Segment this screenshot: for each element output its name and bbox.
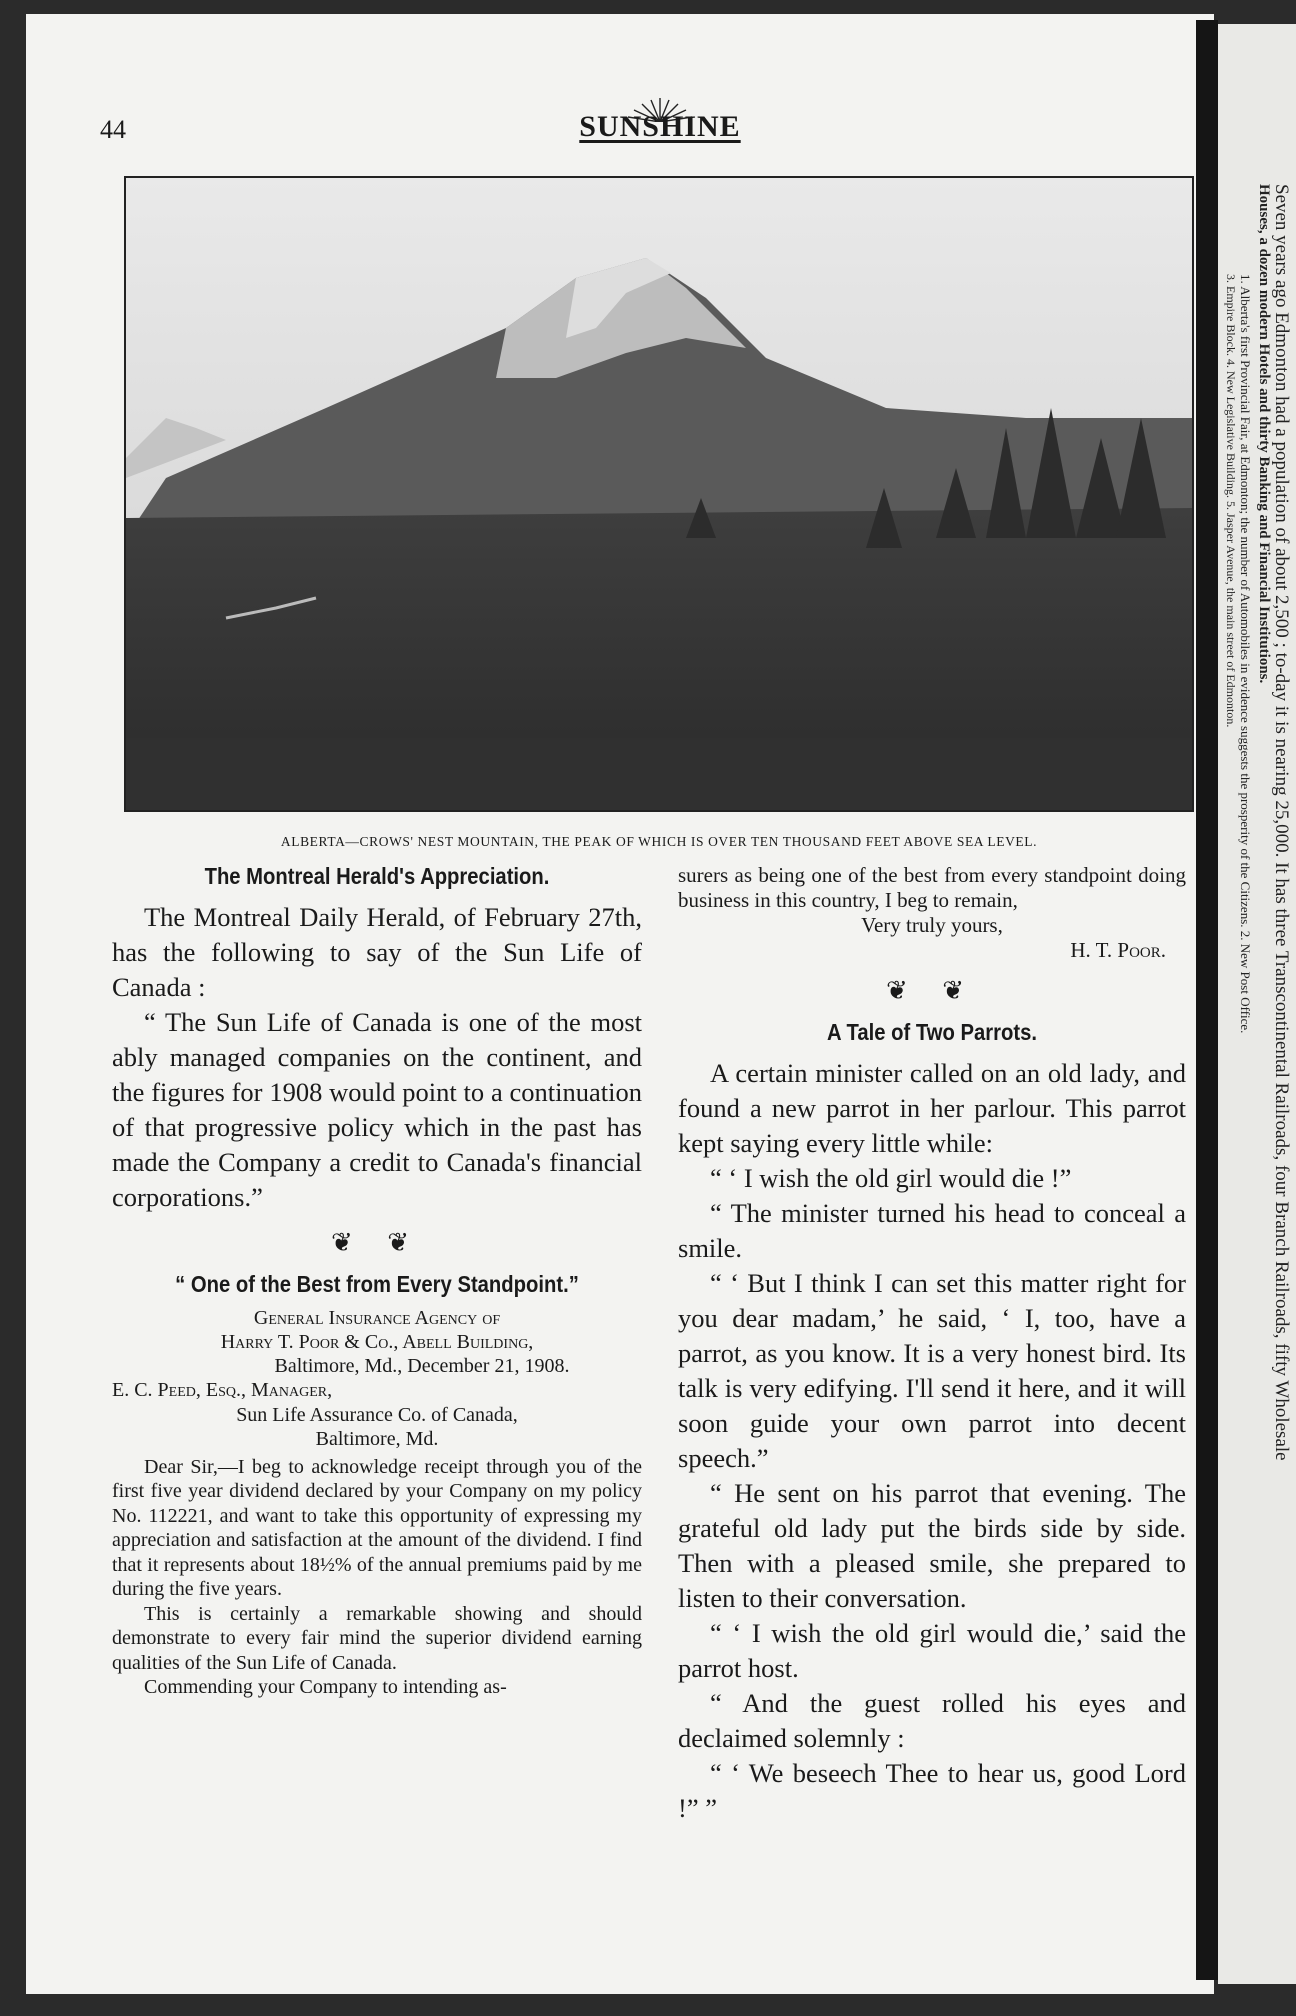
leaf-ornament-icon: ❦ ❦	[885, 975, 979, 1005]
letterhead-line-2: Harry T. Poor & Co., Abell Building,	[220, 1331, 534, 1353]
letter-paragraph-1: Dear Sir,—I beg to acknowledge receipt through you of the first five year dividend declared by your Company on my policy No. 112221, and want to take this opportunity of expressing my appreciation and satisfaction at the amount of the dividend. I find that it represents about 18½% of the annual premiums paid by me during the five years.	[112, 1455, 642, 1600]
parrots-paragraph-7: “ And the guest rolled his eyes and declaimed solemnly :	[678, 1687, 1186, 1753]
page-number: 44	[100, 115, 126, 144]
letterhead-line-1: General Insurance Agency of	[253, 1307, 501, 1329]
parrots-paragraph-3: “ The minister turned his head to conceal a smile.	[678, 1197, 1186, 1263]
herald-quote-paragraph: “ The Sun Life of Canada is one of the most ably managed companies on the continent, and the figures for 1908 would point to a continuation of that progressive policy which in the past has made the Company a credit to Canada's financial corporations.”	[112, 1007, 642, 1212]
mountain-photo	[124, 176, 1194, 812]
letter-paragraph-3: Commending your Company to intending as-	[144, 1676, 507, 1698]
parrots-paragraph-5: “ He sent on his parrot that evening. The grateful old lady put the birds side by side. Then with a pleased smile, she prepared to listen to their conversation.	[678, 1477, 1186, 1613]
adjacent-page-line-3: 1. Alberta's first Provincial Fair, at Edmonton; the number of Automobiles in evidence suggests the prosperity of the Citizens. 2. New Post Office.	[1238, 274, 1253, 1034]
heading-tale-of-two-parrots: A Tale of Two Parrots.	[827, 1018, 1037, 1045]
adjacent-page	[1218, 24, 1296, 1984]
herald-intro-paragraph: The Montreal Daily Herald, of February 27th, has the following to say of the Sun Life of Canada :	[112, 902, 642, 1002]
recipient-line-1: E. C. Peed, Esq., Manager,	[112, 1379, 333, 1401]
parrots-paragraph-8: “ ‘ We beseech Thee to hear us, good Lord !” ”	[678, 1757, 1186, 1823]
letter-closing: Very truly yours,	[861, 913, 1003, 937]
mountain-landscape-image	[126, 178, 1192, 810]
masthead-title: SUNSHINE	[579, 110, 741, 143]
parrots-paragraph-6: “ ‘ I wish the old girl would die,’ said the parrot host.	[678, 1617, 1186, 1683]
heading-best-from-every-standpoint: “ One of the Best from Every Standpoint.”	[175, 1271, 579, 1297]
adjacent-page-line-4: 3. Empire Block. 4. New Legislative Building. 5. Jasper Avenue, the main street of Edmonton.	[1224, 274, 1238, 728]
adjacent-page-line-2: Houses, a dozen modern Hotels and thirty Banking and Financial Institutions.	[1256, 184, 1272, 684]
recipient-line-3: Baltimore, Md.	[315, 1427, 439, 1450]
letter-continuation: surers as being one of the best from every standpoint doing business in this country, I beg to remain,	[678, 863, 1186, 912]
binding-spine	[1196, 20, 1218, 1980]
heading-montreal-herald: The Montreal Herald's Appreciation.	[204, 863, 550, 889]
letter-signature: H. T. Poor.	[1070, 938, 1166, 962]
recipient-line-2: Sun Life Assurance Co. of Canada,	[236, 1403, 518, 1426]
parrots-paragraph-2: “ ‘ I wish the old girl would die !”	[710, 1162, 1072, 1193]
letterhead-date: Baltimore, Md., December 21, 1908.	[274, 1355, 570, 1377]
parrots-paragraph-4: “ ‘ But I think I can set this matter right for you dear madam,’ he said, ‘ I, too, have a parrot, as you know. It is a very honest bird. Its talk is very edifying. I'll send it here, and it will soon guide your own parrot into decent speech.”	[678, 1267, 1186, 1473]
right-column	[678, 863, 1186, 1826]
adjacent-page-line-1: Seven years ago Edmonton had a population of about 2,500 ; to-day it is nearing 25,000. It has three Transcontinental Railroads, four Branch Railroads, fifty Wholesale	[1271, 184, 1292, 1461]
photo-caption: ALBERTA—CROWS' NEST MOUNTAIN, THE PEAK OF WHICH IS OVER TEN THOUSAND FEET ABOVE SEA LEVEL.	[280, 834, 1038, 849]
leaf-ornament-icon: ❦ ❦	[330, 1228, 424, 1257]
parrots-paragraph-1: A certain minister called on an old lady, and found a new parrot in her parlour. This parrot kept saying every little while:	[678, 1057, 1186, 1158]
letter-paragraph-2: This is certainly a remarkable showing and should demonstrate to every fair mind the superior dividend earning qualities of the Sun Life of Canada.	[112, 1602, 642, 1674]
left-column	[112, 863, 642, 1700]
